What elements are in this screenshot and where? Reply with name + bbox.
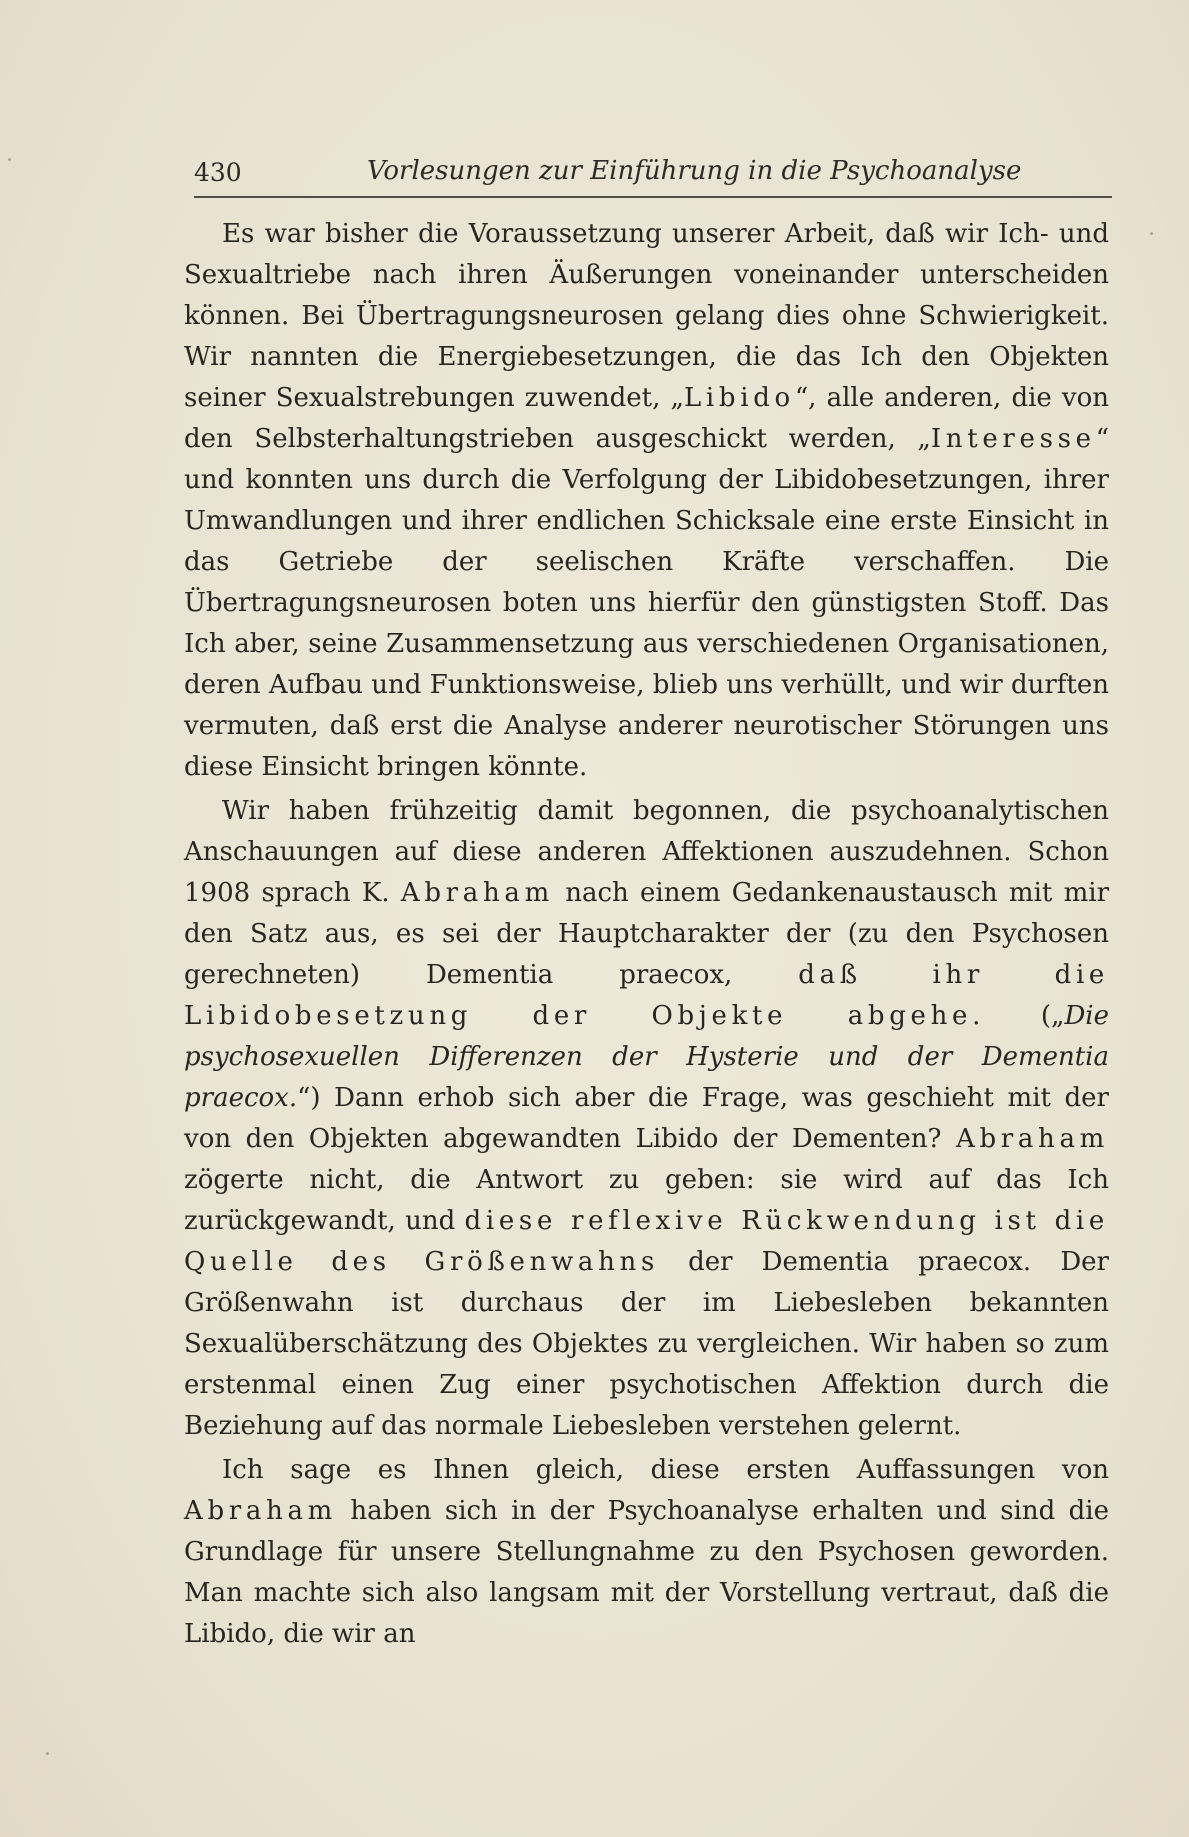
- text-run: Wir haben frühzeitig damit begonnen, die psychoanalytischen Anschauungen auf diese anderen Affektionen auszudehnen. Schon 1908 sprach K.: [184, 796, 1109, 908]
- header-rule: [194, 196, 1112, 198]
- page-number: 430: [194, 158, 242, 187]
- text-run: haben sich in der Psychoanalyse erhalten und sind die Grundlage für unsere Stellungnahme zu den Psychosen geworden. Man machte sich also langsam mit der Vorstellung vertraut, daß die Libido, die wir an: [184, 1496, 1109, 1649]
- paper-speck: [46, 1752, 49, 1755]
- text-run: („: [985, 1001, 1065, 1031]
- running-title: Vorlesungen zur Einführung in die Psychoanalyse: [367, 156, 1022, 186]
- text-run: Es war bisher die Voraussetzung unserer Arbeit, daß wir Ich- und Sexualtriebe nach ihren Äußerungen voneinander unterscheiden können. Bei Übertragungsneurosen gelang dies ohne Schwierigkeit. Wir nannten die Energiebesetzungen, die das Ich den Objekten seiner Sexualstrebungen zuwendet, „: [184, 219, 1109, 413]
- text-run: Ich sage es Ihnen gleich, diese ersten Auffassungen von: [222, 1455, 1109, 1485]
- text-run: zögerte nicht, die Antwort zu geben: sie wird auf das Ich zurückgewandt, und: [184, 1165, 1109, 1236]
- paper-speck: [8, 158, 11, 161]
- paper-speck: [1150, 232, 1153, 235]
- emphasis-text: Libido: [683, 383, 795, 413]
- emphasis-text: Abraham: [400, 878, 554, 908]
- emphasis-text: diese reflexive Rückwendung ist die Quelle des Größenwahns: [184, 1206, 1109, 1277]
- page-header: [194, 150, 1112, 194]
- paragraph-2: [184, 791, 1109, 1447]
- text-run: “, alle anderen, die von den Selbsterhaltungstrieben ausgeschickt werden, „: [184, 383, 1109, 454]
- body-text: [184, 214, 1109, 1658]
- italic-title: Die psychosexuellen Differenzen der Hysterie und der Dementia praecox.: [184, 1001, 1109, 1113]
- paragraph-3: [184, 1450, 1109, 1655]
- text-run: der Dementia praecox. Der Größenwahn ist durchaus der im Liebesleben bekannten Sexualüberschätzung des Objektes zu vergleichen. Wir haben so zum erstenmal einen Zug einer psychotischen Affektion durch die Beziehung auf das normale Liebesleben verstehen gelernt.: [184, 1247, 1109, 1441]
- emphasis-text: Abraham: [955, 1124, 1109, 1154]
- text-run: “) Dann erhob sich aber die Frage, was geschieht mit der von den Objekten abgewandten Libido der Dementen?: [184, 1083, 1109, 1154]
- emphasis-text: Interesse: [930, 424, 1096, 454]
- paragraph-1: [184, 214, 1109, 788]
- emphasis-text: daß ihr die Libidobesetzung der Objekte abgehe.: [184, 960, 1110, 1031]
- emphasis-text: Abraham: [184, 1496, 338, 1526]
- text-run: nach einem Gedankenaustausch mit mir den Satz aus, es sei der Hauptcharakter der (zu den Psychosen gerechneten) Dementia praecox,: [184, 878, 1110, 990]
- text-run: “ und konnten uns durch die Verfolgung der Libidobesetzungen, ihrer Umwandlungen und ihrer endlichen Schicksale eine erste Einsicht in das Getriebe der seelischen Kräfte verschaffen. Die Übertragungsneurosen boten uns hierfür den günstigsten Stoff. Das Ich aber, seine Zusammensetzung aus verschiedenen Organisationen, deren Aufbau und Funktionsweise, blieb uns verhüllt, und wir durften vermuten, daß erst die Analyse anderer neurotischer Störungen uns diese Einsicht bringen könnte.: [184, 424, 1109, 782]
